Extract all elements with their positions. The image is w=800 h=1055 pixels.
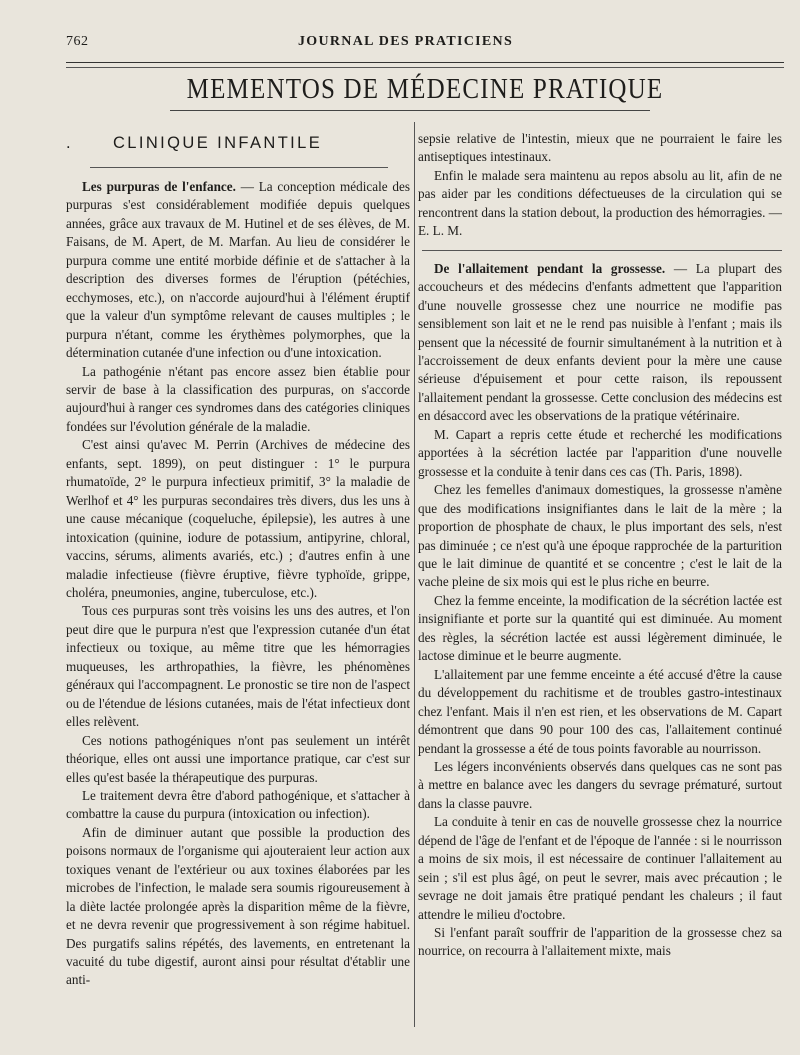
paragraph-text: La pathogénie n'étant pas encore assez bien établie pour servir de base à la classification des purpuras, on s'accorde aujourd'hui à ranger ces syndromes dans des catégories cliniques fondées sur l'évolution générale de la maladie. — [66, 363, 410, 434]
paragraph — [418, 167, 782, 241]
paragraph-lead: Les purpuras de l'enfance. — [82, 179, 236, 194]
page-number: 762 — [66, 34, 89, 49]
section-rule — [90, 167, 388, 168]
paragraph-text: — La conception médicale des purpuras s'est considérablement modifiée depuis quelques années, grâce aux travaux de M. Hutinel et de ses élèves, de M. Faisans, de M. Apert, de M. Marfan. Au lieu de considérer le purpura comme une entité morbide définie et de s'attacher à la description des diverses formes de l'éruption (pétéchies, ecchymoses, etc.), on n'accorde aujourd'hui à l'élément éruptif que la valeur d'un symptôme relevant de causes multiples ; le purpura n'étant, comme les érythèmes polymorphes, que la détermination cutanée d'une infection ou d'une intoxication. — [66, 179, 411, 361]
right-column — [418, 130, 782, 961]
column-divider — [414, 122, 415, 1027]
left-column — [66, 122, 410, 990]
article-separator-rule — [422, 250, 782, 251]
paragraph-text: Les légers inconvénients observés dans quelques cas ne sont pas à mettre en balance avec les dangers du sevrage prématuré, surtout dans la classe pauvre. — [418, 758, 782, 811]
paragraph — [66, 602, 410, 731]
paragraph — [418, 130, 782, 167]
paragraph — [418, 592, 782, 666]
paragraph-text: Chez les femelles d'animaux domestiques, la grossesse n'amène que des modifications insignifiantes dans le lait de la mère ; la proportion de phosphate de chaux, le plus important des sels, n'est pas diminuée ; ce n'est qu'à une époque rapprochée de la parturition que le lait diminue de quantité et se concentre ; c'est le lait de la vache pleine de six mois qui est le plus riche en beurre. — [418, 482, 782, 590]
right-paragraphs — [418, 260, 782, 961]
main-title: MEMENTOS DE MÉDECINE PRATIQUE — [186, 73, 664, 105]
paragraph-text: Enfin le malade sera maintenu au repos absolu au lit, afin de ne pas aider par les conditions défectueuses de la circulation qui se rencontrent dans la station debout, la production des hémorragies. — E. L. M. — [418, 167, 782, 239]
paragraph-text: Afin de diminuer autant que possible la production des poisons normaux de l'organisme qui ajouteraient leur action aux toxiques venant de l'extérieur ou aux toxines élaborées par les microbes de l'infection, le malade sera soumis rigoureusement à la diète lactée prolongée après la disparition même de la fièvre, et ne devra revenir que progressivement à son régime habituel. Des purgatifs salins répétés, des lavements, en entretenant la vacuité du tube digestif, auront ainsi pour résultat d'établir une anti- — [66, 824, 410, 988]
journal-title: JOURNAL DES PRATICIENS — [298, 34, 514, 49]
paragraph — [418, 666, 782, 758]
paragraph-text: C'est ainsi qu'avec M. Perrin (Archives de médecine des enfants, sept. 1899), on peut distinguer : 1° le purpura rhumatoïde, 2° le purpura infectieux primitif, 3° la maladie de Werlhof et 4° les purpuras secondaires très divers, dus les uns à une cause mécanique (coqueluche, épilepsie), les autres à une intoxication (quinine, iodure de potassium, antipyrine, chloral, vaccins, sérums, aliments avariés, etc.) ; d'autres enfin à une maladie infectieuse (fièvre éruptive, fièvre typhoïde, grippe, choléra, pneumonies, angine, tuberculose, etc.). — [66, 437, 410, 600]
paragraph-text: Tous ces purpuras sont très voisins les uns des autres, et l'on peut dire que le purpura n'est que l'expression cutanée d'un état infectieux ou toxique, au même titre que les hémorragies muqueuses, les arthropathies, la fièvre, les phénomènes généraux qui l'accompagnent. Le pronostic se tire non de l'aspect ou de l'étendue de lésions cutanées, mais de l'état infectieux dont elles relèvent. — [66, 603, 410, 730]
paragraph — [66, 178, 410, 363]
left-paragraphs — [66, 178, 410, 990]
title-rule — [170, 110, 650, 111]
section-dot: . — [66, 134, 73, 152]
paragraph — [418, 924, 782, 961]
section-heading — [66, 134, 410, 153]
paragraph — [66, 824, 410, 990]
paragraph — [418, 758, 782, 813]
paragraph-text: M. Capart a repris cette étude et recherché les modifications apportées à la sécrétion lactée par l'apparition d'une nouvelle grossesse et la conduite à tenir dans ces cas (Th. Paris, 1898). — [418, 426, 782, 479]
section-heading-text: CLINIQUE INFANTILE — [112, 134, 323, 152]
paragraph — [418, 260, 782, 426]
paragraph-text: Chez la femme enceinte, la modification de la sécrétion lactée est insignifiante et porte sur la quantité qui est diminuée. Au moment des règles, la sécrétion lactée est aussi légèrement diminuée, le lactose diminue et le beurre augmente. — [418, 592, 782, 664]
paragraph-text: La conduite à tenir en cas de nouvelle grossesse chez la nourrice dépend de l'âge de l'enfant et de l'époque de l'année : si le nourrisson a moins de six mois, il est nécessaire de continuer l'allaitement au sein ; s'il est plus âgé, on peut le sevrer, mais avec précaution ; le sevrage ne doit jamais être pratiqué pendant les chaleurs ; il faut attendre le milieu d'octobre. — [418, 814, 782, 922]
paragraph — [66, 436, 410, 602]
paragraph — [66, 787, 410, 824]
paragraph-text: sepsie relative de l'intestin, mieux que ne pourraient le faire les antiseptiques intestinaux. — [418, 131, 782, 165]
paragraph — [66, 363, 410, 437]
paragraph-text: L'allaitement par une femme enceinte a été accusé d'être la cause du développement du rachitisme et de troubles gastro-intestinaux chez l'enfant. Mais il n'en est rien, et les observations de M. Capart démontrent que dans 90 pour 100 des cas, l'allaitement continué pendant la grossesse a été de tous points favorable au nourrisson. — [418, 666, 782, 756]
paragraph-text: Le traitement devra être d'abord pathogénique, et s'attacher à combattre la cause du purpura (intoxication ou infection). — [66, 787, 410, 822]
right-continuation — [418, 130, 782, 241]
paragraph — [418, 481, 782, 592]
paragraph-text: — La plupart des accoucheurs et des médecins d'enfants admettent que l'apparition d'une nouvelle grossesse chez une nourrice ne modifie pas sensiblement son lait et ne le rend pas nuisible à l'enfant ; mais ils pensent que la nécessité de fournir simultanément à la nutrition et à l'accroissement de deux enfants devient pour la mère une cause sérieuse d'épuisement et pour cette raison, ils repoussent l'allaitement pendant la grossesse. Cette conclusion des médecins est en désaccord avec les observations de la pratique vétérinaire. — [418, 260, 782, 424]
paragraph-text: Si l'enfant paraît souffrir de l'apparition de la grossesse chez sa nourrice, on recourra à l'allaitement mixte, mais — [418, 925, 782, 959]
header-rule-secondary — [66, 67, 784, 68]
paragraph-text: Ces notions pathogéniques n'ont pas seulement un intérêt théorique, elles ont aussi une importance pratique, car c'est sur elles qu'est basée la thérapeutique des purpuras. — [66, 732, 410, 785]
paragraph — [418, 813, 782, 924]
paragraph-lead: De l'allaitement pendant la grossesse. — [434, 260, 666, 276]
paragraph — [66, 732, 410, 787]
header-rule — [66, 62, 784, 63]
page-header — [66, 30, 784, 58]
paragraph — [418, 426, 782, 481]
